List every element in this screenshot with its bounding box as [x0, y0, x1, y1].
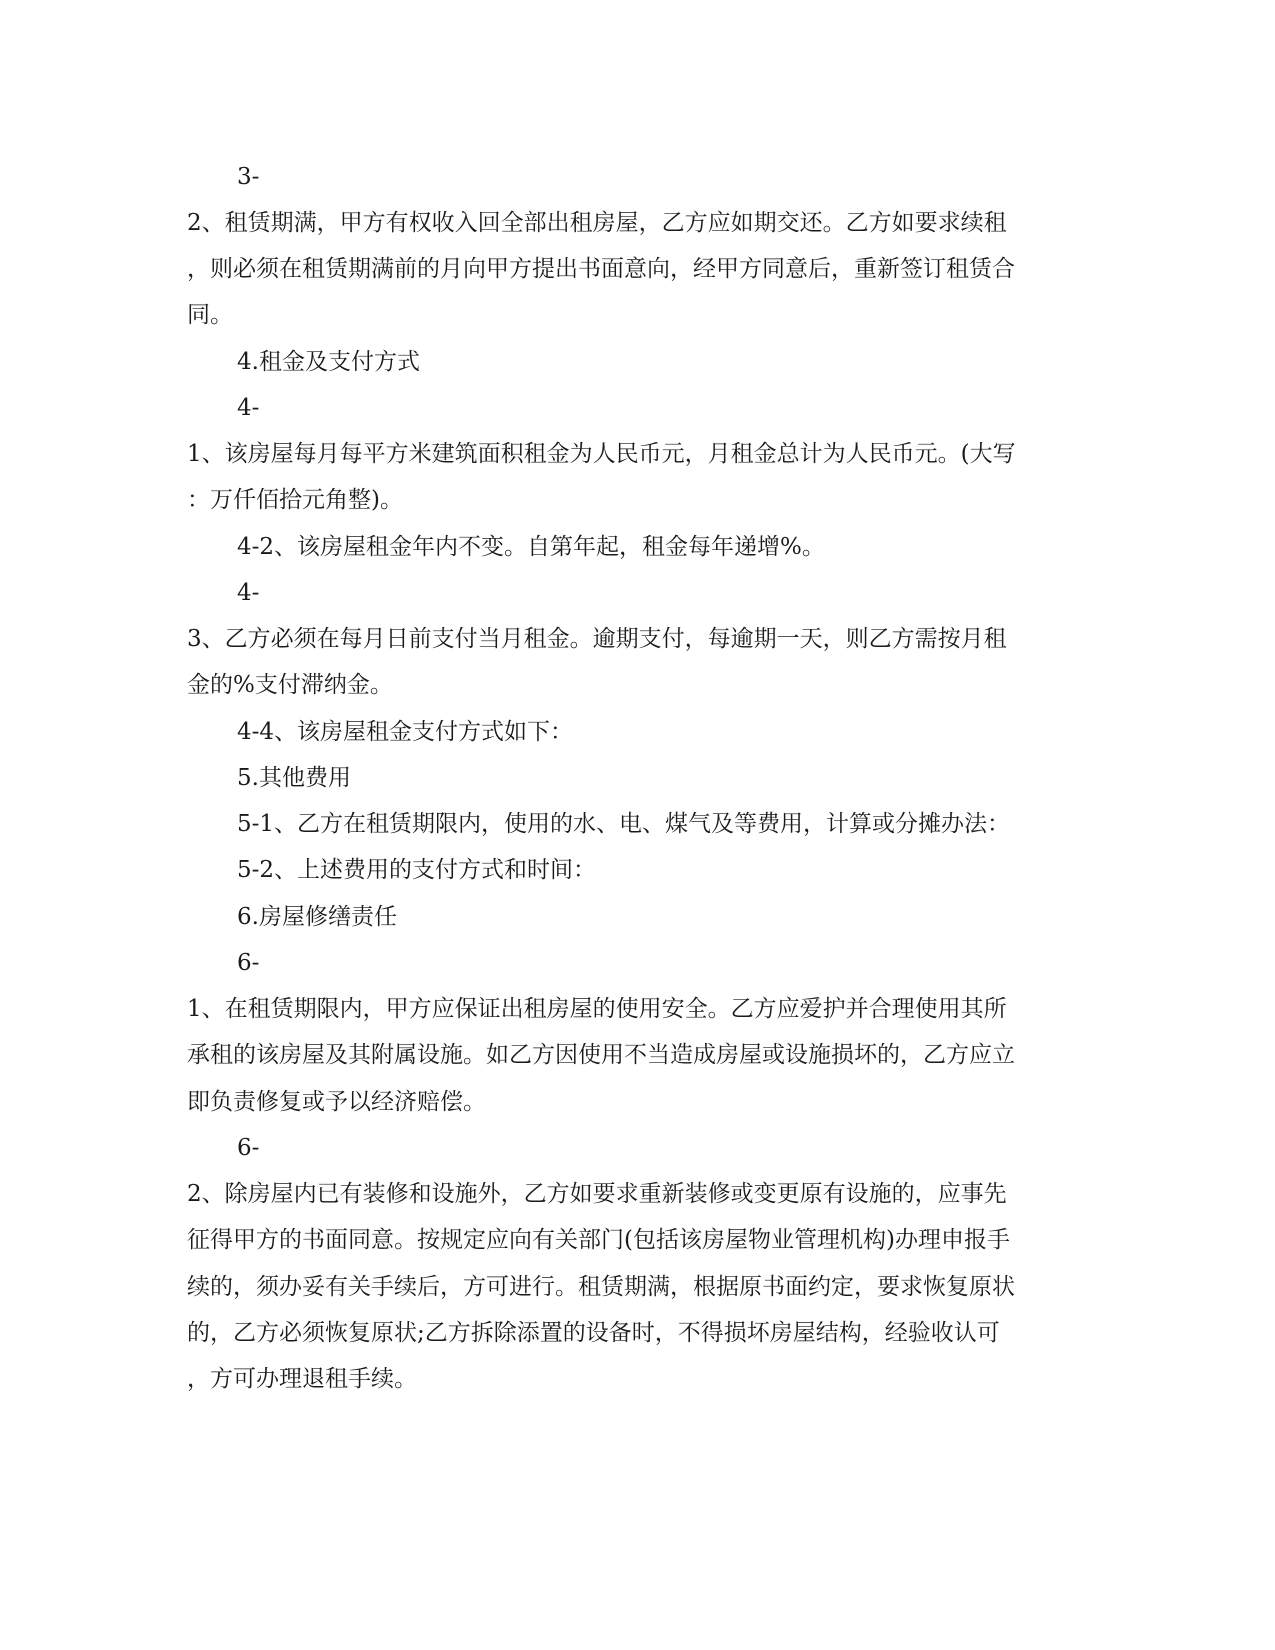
clause-3-2-line-2: ，则必须在租赁期满前的月向甲方提出书面意向，经甲方同意后，重新签订租赁合: [187, 256, 1015, 282]
clause-number-4: 4-: [237, 395, 260, 421]
section-heading-6: 6.房屋修缮责任: [237, 904, 397, 930]
clause-6-1-line-2: 承租的该房屋及其附属设施。如乙方因使用不当造成房屋或设施损坏的，乙方应立: [187, 1042, 1015, 1068]
clause-number-6b: 6-: [237, 1135, 260, 1161]
clause-number-3: 3-: [237, 164, 260, 190]
clause-3-2-line-1: 2、租赁期满，甲方有权收入回全部出租房屋，乙方应如期交还。乙方如要求续租: [187, 210, 1007, 236]
section-heading-4: 4.租金及支付方式: [237, 349, 420, 375]
clause-5-1: 5-1、乙方在租赁期限内，使用的水、电、煤气及等费用，计算或分摊办法：: [237, 811, 1011, 837]
clause-4-3-line-2: 金的%支付滞纳金。: [187, 672, 393, 698]
clause-4-2: 4-2、该房屋租金年内不变。自第年起，租金每年递增%。: [237, 534, 825, 560]
clause-6-2-line-2: 征得甲方的书面同意。按规定应向有关部门(包括该房屋物业管理机构)办理申报手: [187, 1227, 1010, 1253]
clause-3-2-line-3: 同。: [187, 302, 233, 328]
clause-6-2-line-4: 的，乙方必须恢复原状;乙方拆除添置的设备时，不得损坏房屋结构，经验收认可: [187, 1320, 1000, 1346]
clause-4-1-line-2: ：万仟佰拾元角整)。: [187, 487, 403, 513]
clause-6-2-line-3: 续的，须办妥有关手续后，方可进行。租赁期满，根据原书面约定，要求恢复原状: [187, 1274, 1015, 1300]
clause-6-1-line-1: 1、在租赁期限内，甲方应保证出租房屋的使用安全。乙方应爱护并合理使用其所: [187, 996, 1007, 1022]
clause-6-2-line-5: ，方可办理退租手续。: [187, 1366, 417, 1392]
clause-6-1-line-3: 即负责修复或予以经济赔偿。: [187, 1089, 486, 1115]
clause-5-2: 5-2、上述费用的支付方式和时间：: [237, 857, 597, 883]
clause-4-4: 4-4、该房屋租金支付方式如下：: [237, 719, 574, 745]
clause-number-6: 6-: [237, 950, 260, 976]
section-heading-5: 5.其他费用: [237, 765, 351, 791]
clause-4-1-line-1: 1、该房屋每月每平方米建筑面积租金为人民币元，月租金总计为人民币元。(大写: [187, 441, 1016, 467]
clause-4-3-line-1: 3、乙方必须在每月日前支付当月租金。逾期支付，每逾期一天，则乙方需按月租: [187, 626, 1007, 652]
clause-6-2-line-1: 2、除房屋内已有装修和设施外，乙方如要求重新装修或变更原有设施的，应事先: [187, 1181, 1007, 1207]
clause-number-4b: 4-: [237, 580, 260, 606]
